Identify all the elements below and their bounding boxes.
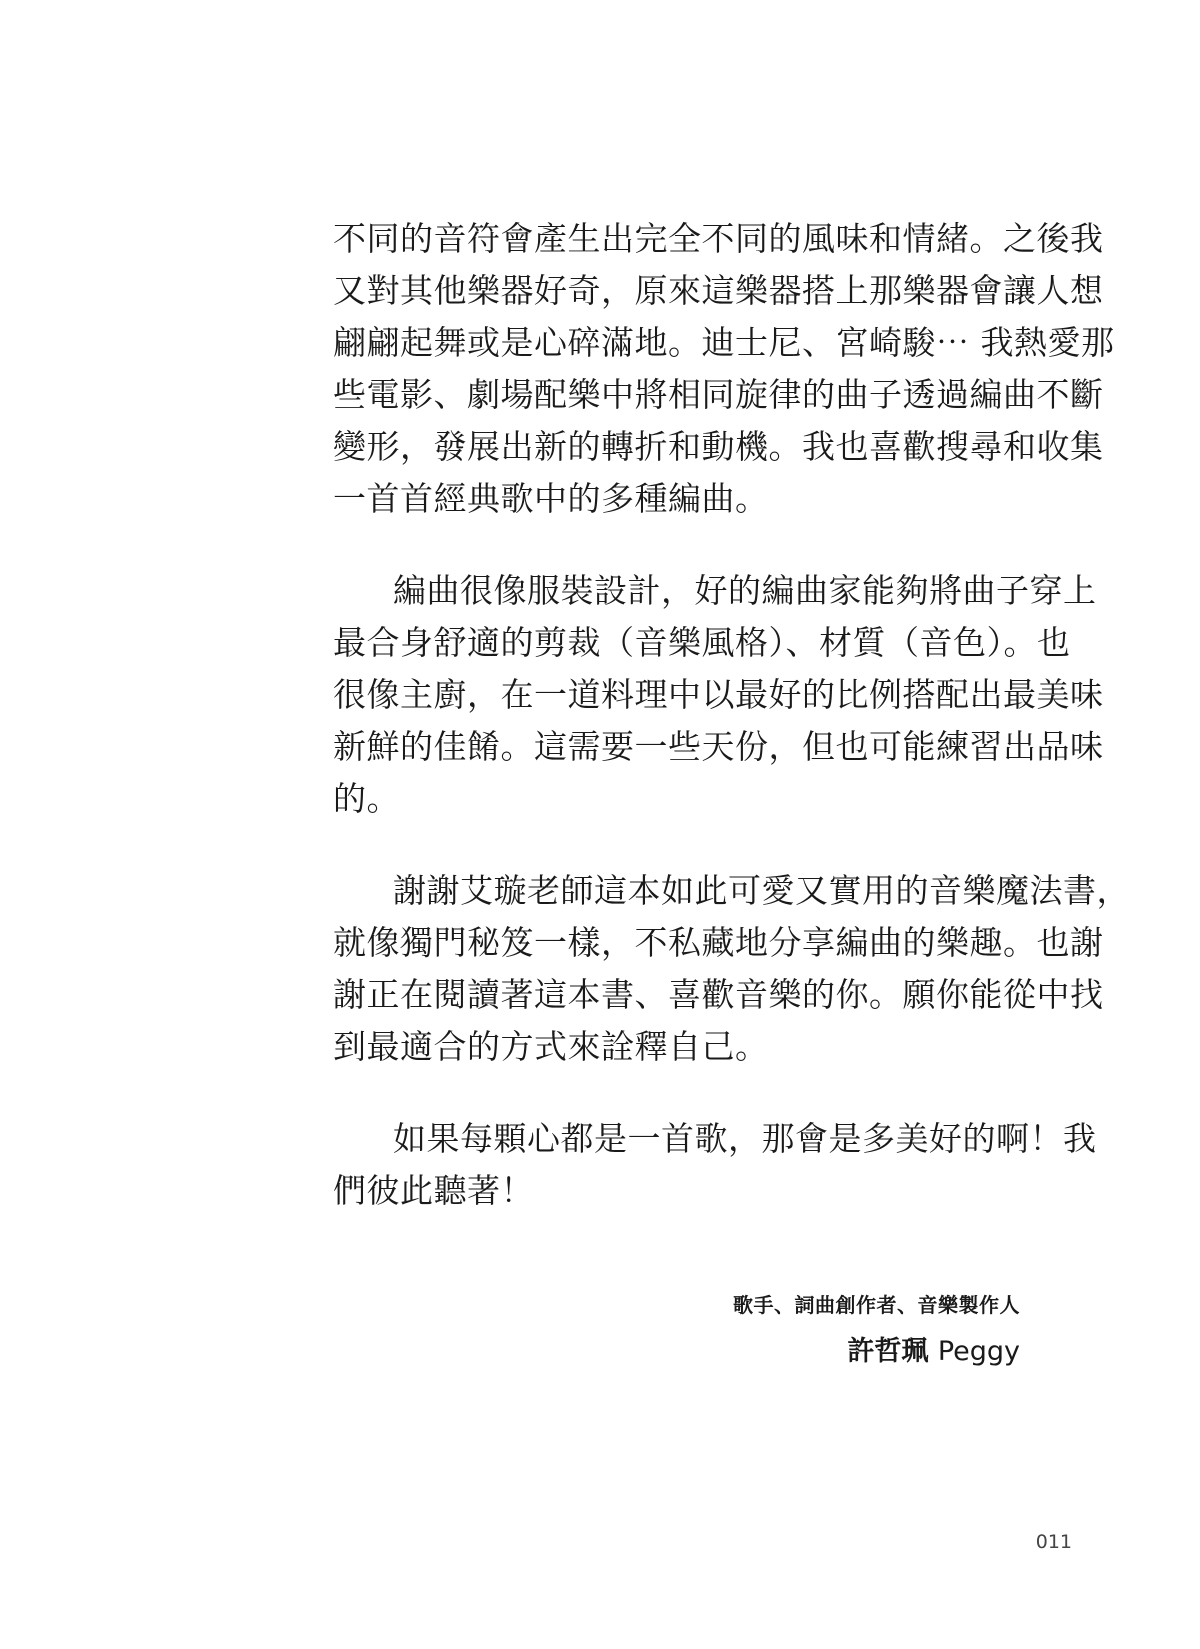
- paragraph-2: [333, 565, 1104, 825]
- paragraph-line: 到最適合的方式來詮釋自己。: [333, 1027, 769, 1066]
- paragraph-1: [333, 213, 1115, 525]
- signature-role: 歌手、詞曲創作者、音樂製作人: [733, 1293, 1020, 1317]
- paragraph-3: [333, 865, 1130, 1073]
- paragraph-line: 一首首經典歌中的多種編曲。: [333, 479, 769, 518]
- paragraph-line: 的。: [333, 779, 400, 818]
- signature-name-chinese: 許哲珮: [847, 1336, 929, 1367]
- paragraph-line: 如果每顆心都是一首歌，那會是多美好的啊！我: [393, 1119, 1097, 1158]
- paragraph-4: [333, 1113, 1097, 1217]
- paragraph-gap: [333, 525, 1023, 565]
- paragraph-gap: [333, 825, 1023, 865]
- paragraph-line: 謝正在閱讀著這本書、喜歡音樂的你。願你能從中找: [333, 975, 1104, 1014]
- paragraph-line: 編曲很像服裝設計，好的編曲家能夠將曲子穿上: [393, 571, 1097, 610]
- paragraph-line: 些電影、劇場配樂中將相同旋律的曲子透過編曲不斷: [333, 375, 1104, 414]
- paragraph-line: 們彼此聽著！: [333, 1171, 534, 1210]
- paragraph-line: 又對其他樂器好奇，原來這樂器搭上那樂器會讓人想: [333, 271, 1104, 310]
- paragraph-line: 變形，發展出新的轉折和動機。我也喜歡搜尋和收集: [333, 427, 1104, 466]
- paragraph-line: 最合身舒適的剪裁（音樂風格）、材質（音色）。也: [333, 623, 1071, 662]
- paragraph-line: 謝謝艾璇老師這本如此可愛又實用的音樂魔法書，: [393, 871, 1130, 910]
- signature-block: [733, 1290, 1020, 1370]
- paragraph-line: 不同的音符會產生出完全不同的風味和情緒。之後我: [333, 219, 1104, 258]
- signature-name: [733, 1334, 1020, 1370]
- page-number: 011: [1035, 1531, 1072, 1553]
- body-text: [333, 213, 1130, 1217]
- paragraph-line: 很像主廚，在一道料理中以最好的比例搭配出最美味: [333, 675, 1104, 714]
- paragraph-line: 就像獨門秘笈一樣，不私藏地分享編曲的樂趣。也謝: [333, 923, 1104, 962]
- paragraph-line: 新鮮的佳餚。這需要一些天份，但也可能練習出品味: [333, 727, 1104, 766]
- signature-name-latin: Peggy: [937, 1336, 1020, 1367]
- paragraph-line: 翩翩起舞或是心碎滿地。迪士尼、宮崎駿⋯ 我熱愛那: [333, 323, 1115, 362]
- paragraph-gap: [333, 1073, 1023, 1113]
